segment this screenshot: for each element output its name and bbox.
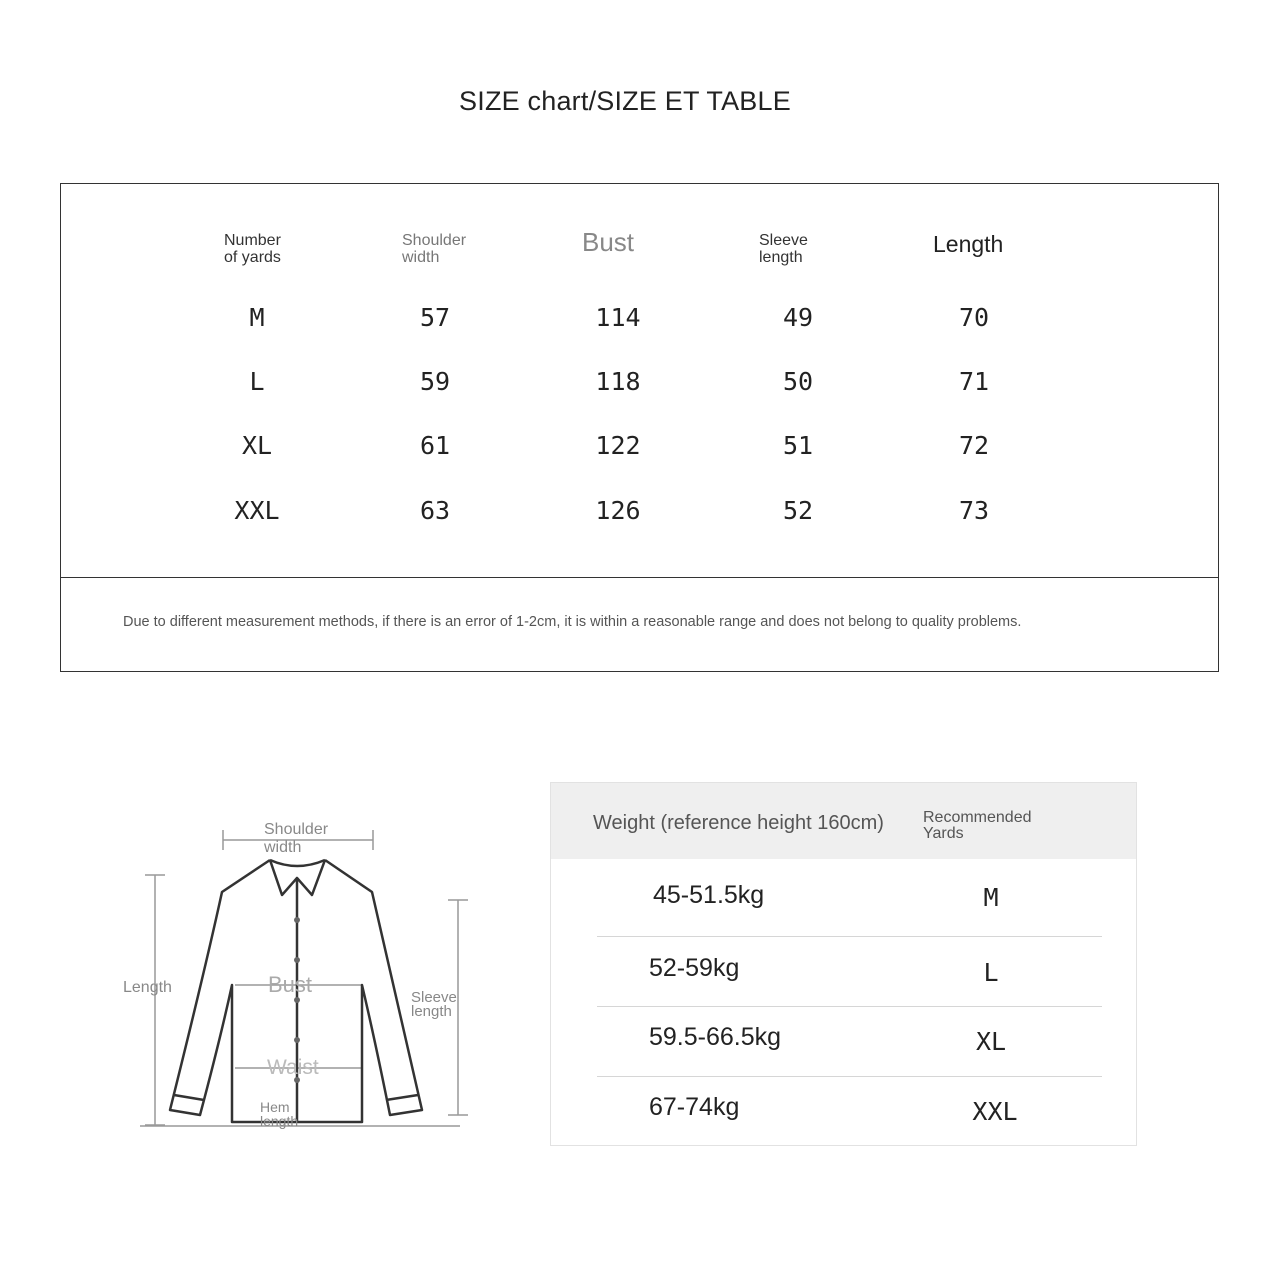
table-row — [551, 1007, 1136, 1077]
cell-weight: 59.5-66.5kg — [649, 1023, 782, 1051]
cell-bust: 114 — [595, 303, 641, 332]
diagram-label-waist: Waist — [267, 1056, 319, 1079]
diagram-label-hem-line1: Hem — [260, 1099, 290, 1115]
cell-sleeve: 49 — [782, 303, 814, 332]
cell-length: 73 — [958, 496, 990, 525]
cell-shoulder: 61 — [419, 431, 451, 460]
cell-length: 72 — [958, 431, 990, 460]
cell-sleeve: 51 — [782, 431, 814, 460]
cell-shoulder: 57 — [419, 303, 451, 332]
cell-weight: 52-59kg — [649, 954, 740, 982]
weight-table-header — [551, 783, 1136, 859]
header-yards-line1: Recommended — [923, 809, 1032, 826]
header-recommended-yards — [923, 810, 1032, 842]
header-shoulder-line2: width — [402, 249, 440, 266]
header-sleeve-line2: length — [759, 249, 803, 266]
header-sleeve-line1: Sleeve — [759, 232, 808, 249]
cell-size: L — [249, 367, 265, 396]
table-row — [551, 1077, 1136, 1147]
header-bust: Bust — [582, 227, 635, 257]
cell-recommended-size: XL — [975, 1027, 1007, 1056]
header-yards-line2: Yards — [923, 825, 964, 842]
cell-weight: 67-74kg — [649, 1093, 740, 1121]
header-sleeve — [759, 232, 808, 266]
table-row — [551, 867, 1136, 937]
cell-weight: 45-51.5kg — [653, 881, 765, 909]
cell-recommended-size: M — [983, 883, 999, 912]
diagram-label-shoulder-line1: Shoulder — [264, 821, 329, 838]
cell-bust: 118 — [595, 367, 641, 396]
weight-size-table — [550, 782, 1137, 1146]
garment-measurement-diagram — [110, 810, 490, 1140]
cell-bust: 122 — [595, 431, 641, 460]
cell-shoulder: 59 — [419, 367, 451, 396]
header-shoulder — [402, 232, 466, 266]
size-chart-table — [60, 183, 1219, 672]
cell-bust: 126 — [595, 496, 641, 525]
cell-size: XXL — [234, 496, 280, 525]
diagram-label-bust: Bust — [268, 972, 313, 997]
cell-length: 70 — [958, 303, 990, 332]
page-title: SIZE chart/SIZE ET TABLE — [459, 86, 791, 116]
header-weight: Weight (reference height 160cm) — [593, 812, 884, 834]
table-row — [551, 937, 1136, 1007]
cell-recommended-size: XXL — [972, 1097, 1018, 1126]
header-shoulder-line1: Shoulder — [402, 232, 467, 249]
cell-size: XL — [241, 431, 273, 460]
cell-sleeve: 52 — [782, 496, 814, 525]
header-length: Length — [933, 231, 1004, 257]
header-size — [224, 232, 281, 266]
cell-shoulder: 63 — [419, 496, 451, 525]
diagram-label-sleeve-line2: length — [411, 1003, 452, 1020]
diagram-label-length: Length — [123, 979, 172, 996]
cell-size: M — [249, 303, 265, 332]
diagram-label-shoulder-line2: width — [264, 839, 302, 856]
table-divider — [61, 577, 1218, 578]
cell-recommended-size: L — [983, 958, 999, 987]
measurement-note: Due to different measurement methods, if there is an error of 1-2cm, it is within a reasonable range and does not belong to quality problems. — [123, 614, 1022, 630]
diagram-label-hem-line2: length — [260, 1113, 299, 1129]
diagram-label-sleeve-line1: Sleeve — [411, 989, 457, 1006]
cell-sleeve: 50 — [782, 367, 814, 396]
cell-length: 71 — [958, 367, 990, 396]
header-size-line2: of yards — [224, 249, 281, 266]
header-size-line1: Number — [224, 232, 281, 249]
